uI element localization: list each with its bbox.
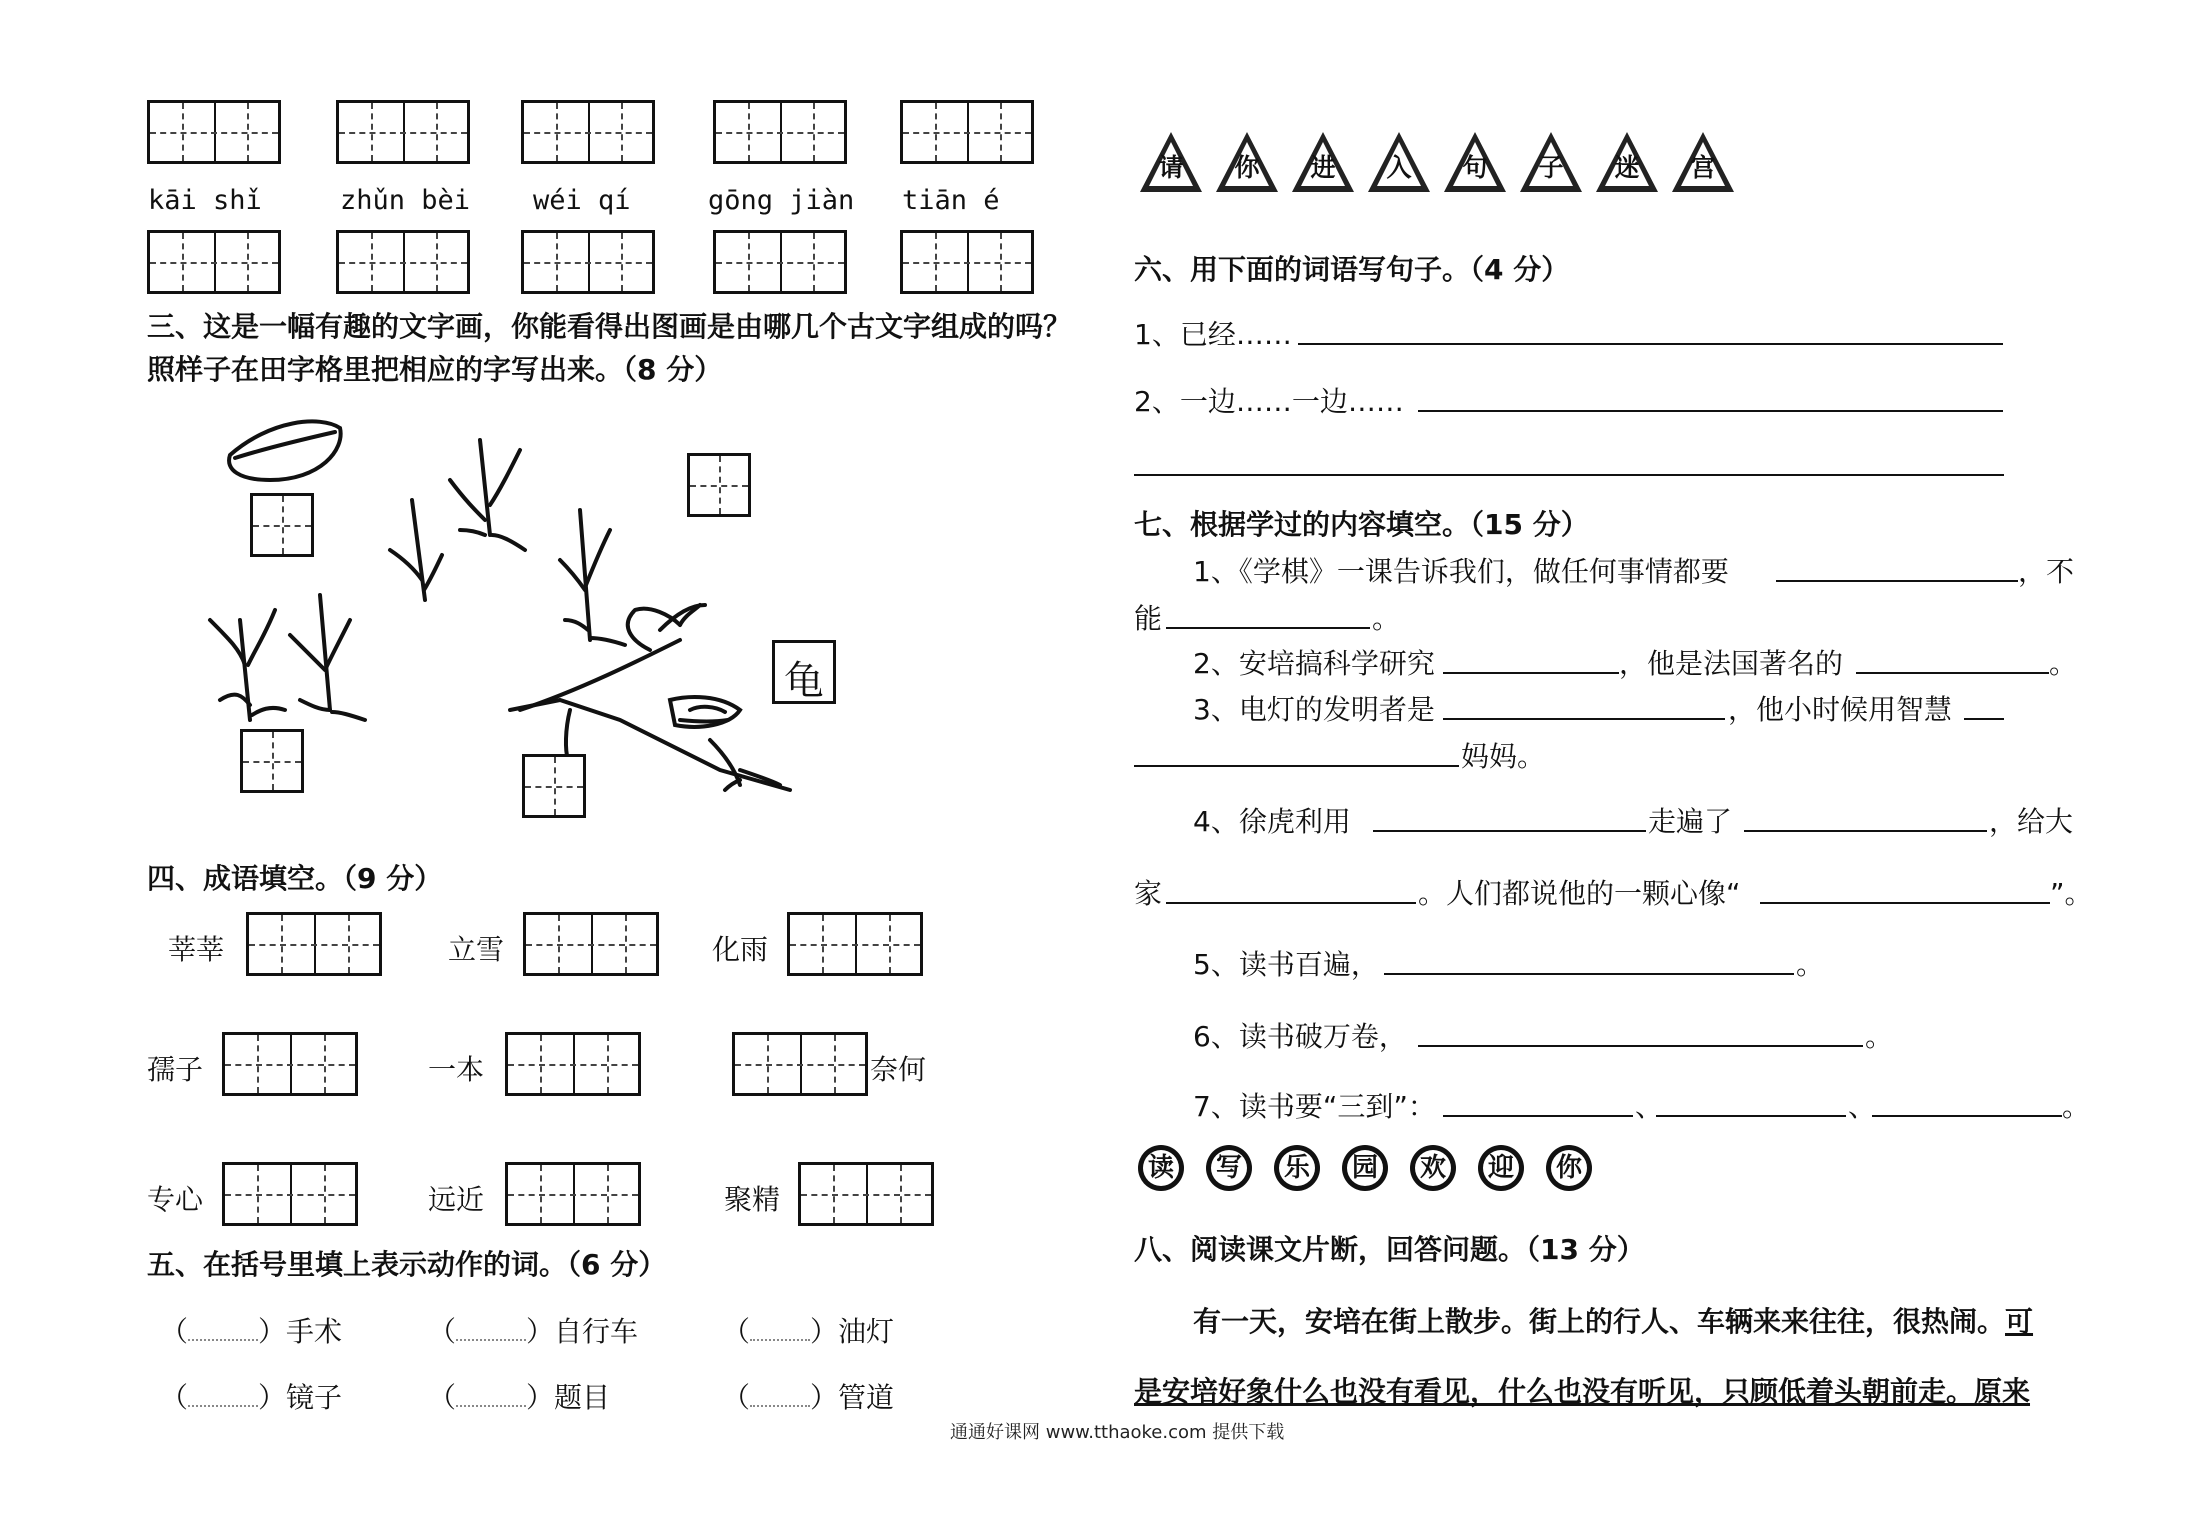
s7-q4e: 。人们都说他的一颗心像“ <box>1418 877 1741 910</box>
idiom-prefix-4: 孺子 <box>147 1053 204 1086</box>
idiom-prefix-7: 专心 <box>147 1183 204 1216</box>
answer-box-leaf[interactable] <box>250 493 314 557</box>
reading-banner-badge <box>1206 1145 1252 1191</box>
reading-banner-char: 园 <box>1347 1150 1383 1186</box>
reading-banner-char: 欢 <box>1415 1150 1451 1186</box>
reading-banner-badge <box>1274 1145 1320 1191</box>
verb-noun-5: 题目 <box>554 1381 611 1414</box>
idiom-box-7[interactable] <box>222 1162 358 1226</box>
idiom-box-8[interactable] <box>505 1162 641 1226</box>
s7-q2b: ，他是法国著名的 <box>1619 647 1844 680</box>
verb-item-3[interactable]: （ ）油灯 <box>722 1315 895 1348</box>
s7-q4-blank2[interactable] <box>1744 830 1987 832</box>
s7-q7-sep1: 、 <box>1635 1090 1664 1123</box>
pinyin-label-5: tiān é <box>902 185 1000 216</box>
reading-banner-badge <box>1138 1145 1184 1191</box>
s7-q4b: 走遍了 <box>1648 805 1733 838</box>
s7-q3b: ，他小时候用智慧 <box>1728 693 1953 726</box>
s7-q6-blank[interactable] <box>1418 1045 1863 1047</box>
verb-noun-3: 油灯 <box>838 1315 895 1348</box>
idiom-prefix-3: 化雨 <box>712 933 769 966</box>
s7-q4-blank3[interactable] <box>1166 902 1416 904</box>
section3-title-line1: 三、这是一幅有趣的文字画，你能看得出图画是由哪几个古文字组成的吗？ <box>147 310 1072 343</box>
pinyin-box-5b[interactable] <box>900 230 1034 294</box>
reading-banner-char: 迎 <box>1483 1150 1519 1186</box>
s7-q3-blank1[interactable] <box>1443 718 1725 720</box>
section5-title: 五、在括号里填上表示动作的词。（6 分） <box>147 1248 667 1281</box>
reading-banner-char: 写 <box>1211 1150 1247 1186</box>
sample-char-box <box>772 640 836 704</box>
section6-title: 六、用下面的词语写句子。（4 分） <box>1134 253 1570 286</box>
s7-q1b: ，不 <box>2018 555 2075 588</box>
maze-banner-char: 请 <box>1158 153 1184 182</box>
idiom-prefix-2: 立雪 <box>448 933 505 966</box>
idiom-prefix-5: 一本 <box>428 1053 485 1086</box>
section6-q2: 2、一边……一边…… <box>1134 385 1404 418</box>
pinyin-box-2b[interactable] <box>336 230 470 294</box>
pinyin-label-4: gōng jiàn <box>708 185 855 216</box>
maze-banner-triangle <box>1290 130 1356 190</box>
pinyin-box-3b[interactable] <box>521 230 655 294</box>
s7-q7-blank2[interactable] <box>1656 1115 1846 1117</box>
pinyin-box-1a[interactable] <box>147 100 281 164</box>
s7-q3a: 3、电灯的发明者是 <box>1193 693 1435 726</box>
section8-title: 八、阅读课文片断，回答问题。（13 分） <box>1134 1233 1645 1266</box>
s7-q7-sep2: 、 <box>1848 1090 1877 1123</box>
pinyin-box-4b[interactable] <box>713 230 847 294</box>
s7-q4c: ，给大 <box>1989 805 2074 838</box>
idiom-box-9[interactable] <box>798 1162 934 1226</box>
idiom-box-1[interactable] <box>246 912 382 976</box>
s7-q5: 5、读书百遍， <box>1193 948 1379 981</box>
maze-banner-triangle <box>1366 130 1432 190</box>
s7-q1-blank2[interactable] <box>1166 627 1370 629</box>
verb-item-1[interactable]: （ ）手术 <box>160 1315 343 1348</box>
s7-q4-blank1[interactable] <box>1373 830 1646 832</box>
verb-item-6[interactable]: （ ）管道 <box>722 1381 895 1414</box>
maze-banner-triangle <box>1594 130 1660 190</box>
section6-q1-answer-line[interactable] <box>1298 343 2003 345</box>
s7-q2c: 。 <box>2049 647 2078 680</box>
verb-item-2[interactable]: （ ）自行车 <box>428 1315 639 1348</box>
pinyin-label-2: zhǔn bèi <box>340 185 471 216</box>
maze-banner-triangle <box>1670 130 1736 190</box>
s7-q2-blank2[interactable] <box>1856 672 2049 674</box>
reading-banner-badge <box>1410 1145 1456 1191</box>
sample-char: 龟 <box>784 658 824 704</box>
s7-q6: 6、读书破万卷， <box>1193 1020 1407 1053</box>
idiom-suffix-6: 奈何 <box>870 1053 927 1086</box>
maze-banner-char: 你 <box>1234 153 1260 182</box>
s7-q4f: ”。 <box>2050 877 2093 910</box>
s7-q1d: 。 <box>1372 602 1401 635</box>
s7-q4a: 4、徐虎利用 <box>1193 805 1351 838</box>
s7-q5-end: 。 <box>1796 948 1825 981</box>
reading-banner-badge <box>1478 1145 1524 1191</box>
s7-q3-blank2[interactable] <box>1964 718 2004 720</box>
s7-q1a: 1、《学棋》一课告诉我们，做任何事情都要 <box>1193 555 1729 588</box>
reading-banner-badge <box>1546 1145 1592 1191</box>
pinyin-box-3a[interactable] <box>521 100 655 164</box>
s7-q7-end: 。 <box>2062 1090 2091 1123</box>
section4-title: 四、成语填空。（9 分） <box>147 862 443 895</box>
reading-banner-char: 你 <box>1551 1150 1587 1186</box>
idiom-box-2[interactable] <box>523 912 659 976</box>
maze-banner-triangle <box>1138 130 1204 190</box>
pinyin-box-2a[interactable] <box>336 100 470 164</box>
idiom-prefix-9: 聚精 <box>724 1183 781 1216</box>
section6-q2-answer-line[interactable] <box>1418 410 2003 412</box>
reading-banner-badge <box>1342 1145 1388 1191</box>
s7-q3-blank3[interactable] <box>1134 765 1459 767</box>
s7-q6-end: 。 <box>1865 1020 1894 1053</box>
answer-box-branch[interactable] <box>522 754 586 818</box>
pinyin-box-4a[interactable] <box>713 100 847 164</box>
section6-q2-answer-line-2[interactable] <box>1134 474 2004 476</box>
verb-item-5[interactable]: （ ）题目 <box>428 1381 611 1414</box>
maze-banner-triangle <box>1518 130 1584 190</box>
idiom-box-3[interactable] <box>787 912 923 976</box>
section8-passage-line2: 是安培好象什么也没有看见，什么也没有听见，只顾低着头朝前走。原来 <box>1134 1375 2031 1408</box>
answer-box-tree-top[interactable] <box>687 453 751 517</box>
answer-box-forest[interactable] <box>240 729 304 793</box>
verb-item-4[interactable]: （ ）镜子 <box>160 1381 343 1414</box>
verb-noun-4: 镜子 <box>286 1381 343 1414</box>
section8-passage-line1: 有一天，安培在街上散步。街上的行人、车辆来来往往，很热闹。可 <box>1193 1305 2034 1338</box>
idiom-box-4[interactable] <box>222 1032 358 1096</box>
maze-banner-char: 进 <box>1310 153 1336 182</box>
maze-banner-char: 子 <box>1538 153 1564 182</box>
maze-banner-char: 句 <box>1462 153 1488 182</box>
pinyin-label-1: kāi shǐ <box>148 185 262 216</box>
maze-banner-triangle <box>1442 130 1508 190</box>
section7-title: 七、根据学过的内容填空。（15 分） <box>1134 508 1589 541</box>
s7-q2-blank1[interactable] <box>1443 672 1619 674</box>
s7-q7: 7、读书要“三到”： <box>1193 1090 1436 1123</box>
pinyin-label-3: wéi qí <box>533 185 631 216</box>
idiom-prefix-1: 莘莘 <box>168 933 225 966</box>
idiom-box-6[interactable] <box>732 1032 868 1096</box>
section3-title-line2: 照样子在田字格里把相应的字写出来。（8 分） <box>147 353 723 386</box>
pinyin-box-1b[interactable] <box>147 230 281 294</box>
maze-banner-char: 入 <box>1386 153 1412 182</box>
footer-credit: 通通好课网 www.tthaoke.com 提供下载 <box>950 1422 1285 1443</box>
verb-noun-1: 手术 <box>286 1315 343 1348</box>
s7-q2a: 2、安培搞科学研究 <box>1193 647 1435 680</box>
idiom-box-5[interactable] <box>505 1032 641 1096</box>
s7-q7-blank3[interactable] <box>1872 1115 2062 1117</box>
reading-banner-char: 乐 <box>1279 1150 1315 1186</box>
s7-q5-blank[interactable] <box>1384 973 1794 975</box>
reading-banner-char: 读 <box>1143 1150 1179 1186</box>
s7-q3c: 妈妈。 <box>1461 740 1546 773</box>
section6-q1: 1、已经…… <box>1134 318 1292 351</box>
maze-banner-char: 宫 <box>1690 153 1716 182</box>
s7-q4d: 家 <box>1134 877 1163 910</box>
verb-noun-6: 管道 <box>838 1381 895 1414</box>
pinyin-box-5a[interactable] <box>900 100 1034 164</box>
s7-q7-blank1[interactable] <box>1443 1115 1633 1117</box>
maze-banner-char: 迷 <box>1614 153 1640 182</box>
maze-banner-triangle <box>1214 130 1280 190</box>
idiom-prefix-8: 远近 <box>428 1183 485 1216</box>
s7-q1c: 能 <box>1134 602 1163 635</box>
s7-q4-blank4[interactable] <box>1760 902 2050 904</box>
s7-q1-blank1[interactable] <box>1776 580 2018 582</box>
verb-noun-2: 自行车 <box>554 1315 639 1348</box>
